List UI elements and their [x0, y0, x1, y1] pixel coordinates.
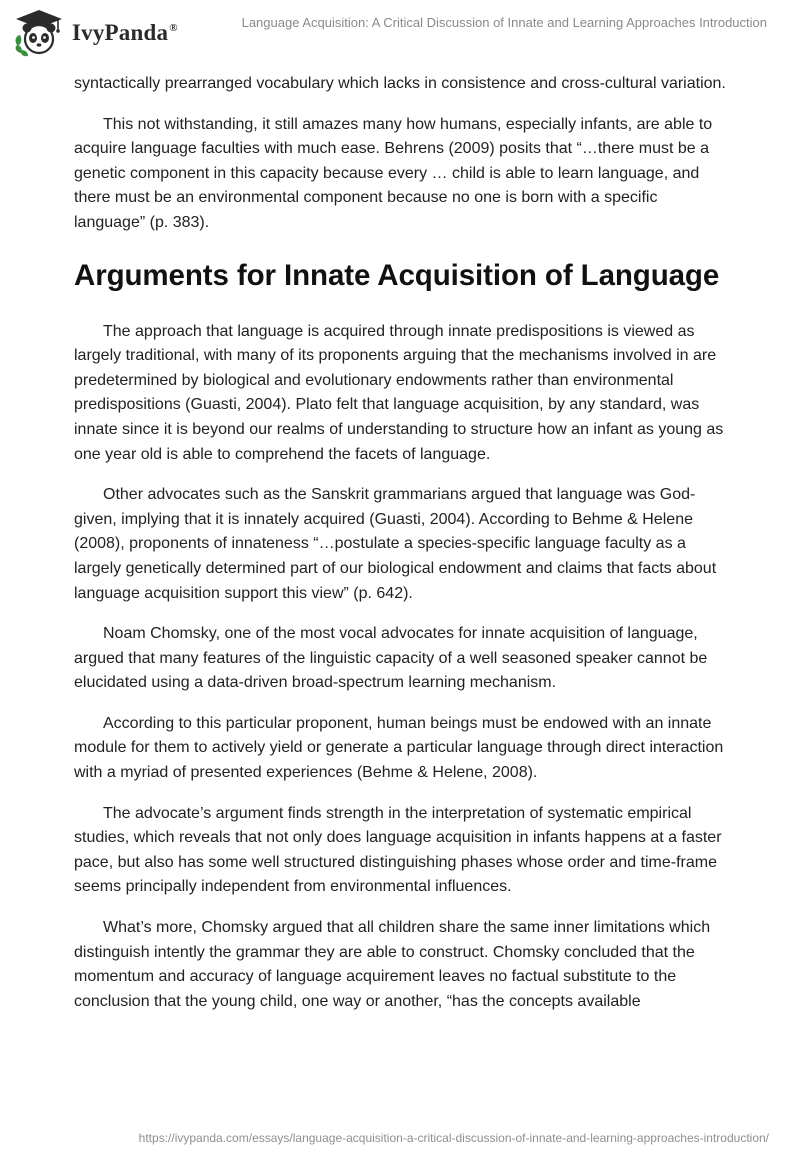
registered-mark: ® — [169, 22, 178, 35]
brand-name: IvyPanda® — [72, 20, 178, 45]
paragraph-innate-module: According to this particular proponent, human beings must be endowed with an innate module for them to actively yield or generate a particular language through direct interaction with a myriad of presented experiences (Behme & Helene, 2008). — [74, 714, 724, 782]
paragraph-chomsky-intro: Noam Chomsky, one of the most vocal advocates for innate acquisition of language, argued that many features of the linguistic capacity of a well seasoned speaker cannot be elucidated using a data-driven broad-spectrum learning mechanism. — [74, 625, 708, 692]
paragraph-chomsky-conclusion: What’s more, Chomsky argued that all children share the same inner limitations which distinguish intently the grammar they are able to construct. Chomsky concluded that the momentum and accuracy of language acquirement leaves no factual substitute to the conclusion that the young child, one way or another, “has the concepts available — [74, 919, 711, 1010]
ivypanda-logo[interactable] — [12, 8, 178, 58]
paragraph-continuation: syntactically prearranged vocabulary which lacks in consistence and cross-cultural variation. — [74, 75, 726, 92]
section-heading: Arguments for Innate Acquisition of Language — [74, 258, 720, 292]
paragraph-behrens-quote: This not withstanding, it still amazes many how humans, especially infants, are able to acquire language faculties with much ease. Behrens (2009) posits that “…there must be a genetic component in this capacity because every … child is able to learn language, and there must be an environmental component because no one is born with a specific language” (p. 383). — [74, 115, 713, 231]
paragraph-traditional-approach: The approach that language is acquired through innate predispositions is viewed as largely traditional, with many of its proponents arguing that the mechanisms involved in are predetermined by biological and evolutionary endowments rather than environmental predispositions (Guasti, 2004). Plato felt that language acquisition, by any standard, was innate since it is beyond our realms of understanding to structure how an infant as young as one year old is able to comprehend the facets of language. — [74, 322, 724, 463]
source-url[interactable]: https://ivypanda.com/essays/language-acquisition-a-critical-discussion-of-innate-and-learning-approaches-introduction/ — [138, 1131, 769, 1145]
panda-graduate-icon — [12, 8, 66, 58]
document-title: Language Acquisition: A Critical Discussion of Innate and Learning Approaches Introduction — [241, 15, 767, 30]
paragraph-empirical-studies: The advocate’s argument finds strength in the interpretation of systematic empirical studies, which reveals that not only does language acquisition in infants happens at a faster pace, but also has some well structured distinguishing phases whose order and time-frame seems principally independent from environmental influences. — [74, 804, 722, 896]
essay-content — [74, 72, 728, 1014]
page-header — [0, 0, 800, 70]
paragraph-sanskrit-grammarians: Other advocates such as the Sanskrit grammarians argued that language was God-given, implying that it is innately acquired (Guasti, 2004). According to Behme & Helene (2008), proponents of innateness “…postulate a species-specific language faculty as a largely genetically determined part of our biological endowment and claims that facts about language acquisition support this view” (p. 642). — [74, 486, 717, 602]
